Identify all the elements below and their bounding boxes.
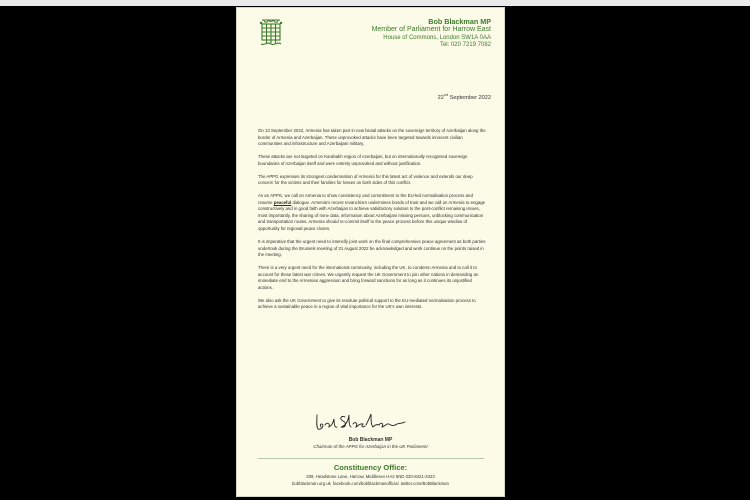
constituency-address: 209, Headstone Lane, Harrow, Middlesex HA2 6ND 020-8421-3323	[306, 474, 435, 479]
letter-page	[236, 7, 505, 497]
letter-date: 22nd September 2022	[437, 93, 491, 101]
mp-address: House of Commons, London SW1A 0AA	[383, 34, 491, 41]
constituency-footer	[236, 463, 505, 486]
signatory-name: Bob Blackman MP	[348, 437, 393, 443]
mp-role: Member of Parliament for Harrow East	[371, 26, 491, 33]
paragraph-4: As an APPG, we call on Armenia to show consistency and commitment to the EU-led normalisation process and resume peaceful dialogue. Armenia's recent revanchism undermines bonds of trust and we call on Armenia to engage constructively and in good faith with Azerbaijan to achieve satisfactory solution to the post-conflict remaining issues, most importantly, the sharing of mine data, information about Azerbaijani missing persons, unblocking communication and transportation routes. Armenia should re-commit itself to the peace process before this unique window of opportunity for regional peace closes.	[258, 193, 486, 231]
mp-name: Bob Blackman MP	[428, 17, 491, 26]
mp-telephone: Tel: 020 7219 7082	[439, 42, 491, 49]
paragraph-6: There is a very urgent need for the international community, including the UK, to condemn Armenia and to call it to account for these latest war crimes. We urgently request the UK Government to join other nations in demanding an immediate end to the Armenian aggression and bring forward sanctions for as long as it continues its unjustified actions.	[258, 265, 479, 290]
constituency-office-title: Constituency Office:	[333, 463, 408, 472]
paragraph-7: We also ask the UK Government to give its resolute political support to the EU-mediated normalisation process to achieve a sustainable peace in a region of vital importance for the UK's own interests.	[258, 297, 476, 310]
paragraph-2: These attacks are not targeted on Karabakh region of Azerbaijan, but on internationally recognised sovereign boundaries of Azerbaijan itself and were entirely unprovoked and without justification.	[258, 154, 468, 166]
portcullis-icon	[258, 17, 284, 47]
letter-body	[258, 128, 488, 318]
paragraph-1: On 13 September 2022, Armenia has taken part in new brutal attacks on the sovereign territory of Azerbaijan along the border of Armenia and Azerbaijan. These unprovoked attacks have been targeted towards innocent civilian communities and infrastructure and Azerbaijani military.	[258, 128, 486, 147]
contact-links: bobblackman.org.uk facebook.com/bobblackmanofficial twitter.com/BobBlackman	[292, 481, 449, 486]
handwritten-signature	[311, 409, 411, 433]
letterhead	[372, 17, 491, 50]
footer-divider	[258, 458, 484, 459]
top-frame-bar	[0, 0, 750, 6]
signatory-title: Chairman of the APPG for Azerbaijan in the UK Parliament	[313, 443, 428, 449]
signatory-block	[236, 437, 505, 449]
paragraph-5: It is imperative that the urgent need to intensify joint work on the final comprehensive peace agreement as both parties undertook during the Brussels meeting of 31 August 2022 be acknowledged and work continue on the points raised in the meeting.	[258, 239, 486, 258]
paragraph-3: The APPG expresses its strongest condemnation of Armenia for this latest act of violence and extends our deep concern for the victims and their families for losses on both sides of this conflict.	[258, 173, 473, 186]
